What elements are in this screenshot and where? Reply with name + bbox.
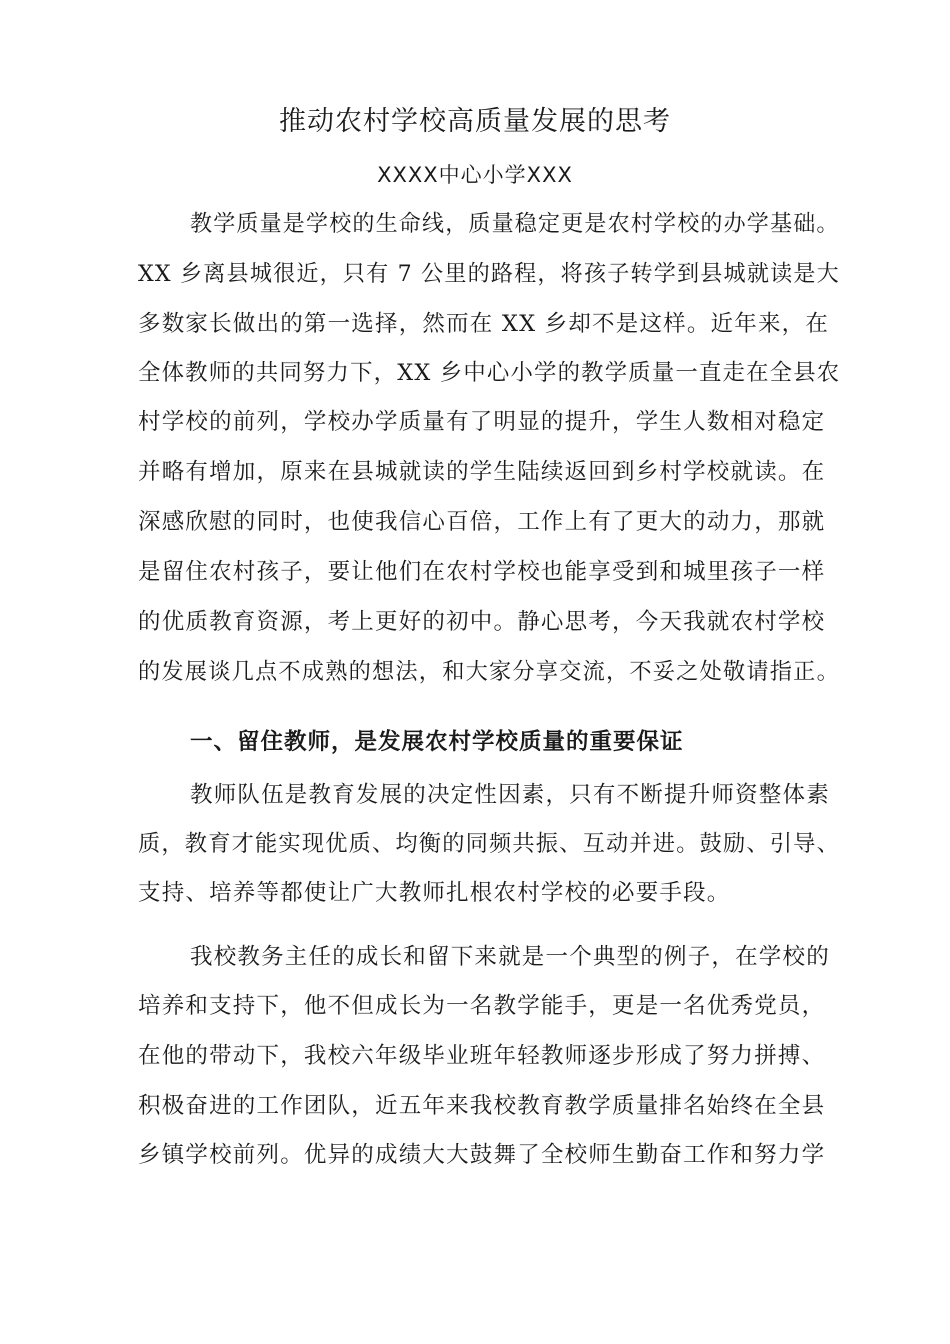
document-title: 推动农村学校高质量发展的思考	[279, 106, 671, 137]
paragraph-line: 多数家长做出的第一选择，然而在 XX 乡却不是这样。近年来，在	[138, 311, 830, 337]
paragraph-line: 我校教务主任的成长和留下来就是一个典型的例子，在学校的	[190, 944, 830, 970]
section-heading: 一、留住教师，是发展农村学校质量的重要保证	[190, 729, 684, 755]
paragraph-line: XX 乡离县城很近，只有 7 公里的路程，将孩子转学到县城就读是大	[138, 261, 840, 287]
paragraph-line: 支持、培养等都使让广大教师扎根农村学校的必要手段。	[138, 880, 731, 906]
paragraph-line: 全体教师的共同努力下，XX 乡中心小学的教学质量一直走在全县农	[138, 360, 841, 386]
paragraph-line: 村学校的前列，学校办学质量有了明显的提升，学生人数相对稳定	[138, 409, 826, 435]
paragraph-line: 教师队伍是教育发展的决定性因素，只有不断提升师资整体素	[190, 782, 830, 808]
paragraph-line: 深感欣慰的同时，也使我信心百倍，工作上有了更大的动力，那就	[138, 509, 826, 535]
paragraph-line: 乡镇学校前列。优异的成绩大大鼓舞了全校师生勤奋工作和努力学	[138, 1142, 826, 1168]
paragraph-line: 的优质教育资源，考上更好的初中。静心思考，今天我就农村学校	[138, 609, 826, 635]
paragraph-line: 教学质量是学校的生命线，质量稳定更是农村学校的办学基础。	[190, 211, 840, 237]
paragraph-line: 在他的带动下，我校六年级毕业班年轻教师逐步形成了努力拼搏、	[138, 1043, 826, 1069]
paragraph-line: 的发展谈几点不成熟的想法，和大家分享交流，不妥之处敬请指正。	[138, 659, 840, 685]
paragraph-line: 质，教育才能实现优质、均衡的同频共振、互动并进。鼓励、引导、	[138, 831, 840, 857]
paragraph-line: 培养和支持下，他不但成长为一名教学能手，更是一名优秀党员，	[138, 993, 826, 1019]
paragraph-line: 积极奋进的工作团队，近五年来我校教育教学质量排名始终在全县	[138, 1093, 826, 1119]
document-author: XXXX中心小学XXX	[377, 163, 573, 187]
paragraph-line: 并略有增加，原来在县城就读的学生陆续返回到乡村学校就读。在	[138, 459, 826, 485]
paragraph-line: 是留住农村孩子，要让他们在农村学校也能享受到和城里孩子一样	[138, 559, 826, 585]
